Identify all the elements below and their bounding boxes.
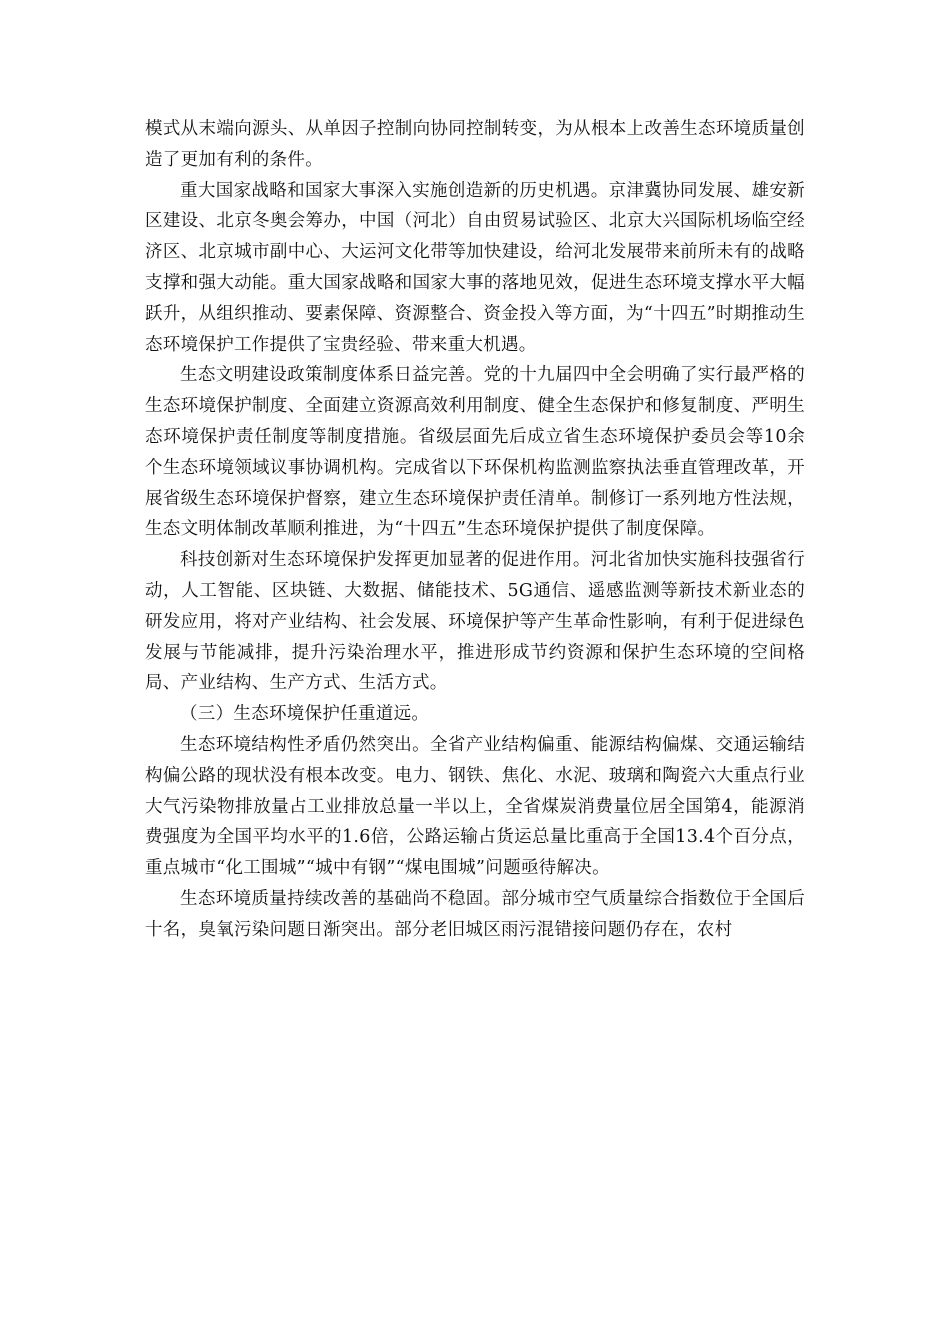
paragraph-quality-foundation: 生态环境质量持续改善的基础尚不稳固。部分城市空气质量综合指数位于全国后十名，臭氧污染问题日渐突出。部分老旧城区雨污混错接问题仍存在，农村 xyxy=(145,888,805,940)
paragraph-continuation: 模式从末端向源头、从单因子控制向协同控制转变，为从根本上改善生态环境质量创造了更加有利的条件。 xyxy=(145,119,805,170)
document-body xyxy=(145,114,805,946)
paragraph-structural-contradiction: 生态环境结构性矛盾仍然突出。全省产业结构偏重、能源结构偏煤、交通运输结构偏公路的现状没有根本改变。电力、钢铁、焦化、水泥、玻璃和陶瓷六大重点行业大气污染物排放量占工业排放总量一半以上，全省煤炭消费量位居全国第4，能源消费强度为全国平均水平的1.6倍，公路运输占货运总量比重高于全国13.4个百分点，重点城市“化工围城”“城中有钢”“煤电围城”问题亟待解决。 xyxy=(145,734,805,879)
section-heading-3: （三）生态环境保护任重道远。 xyxy=(180,704,430,725)
paragraph-national-strategy: 重大国家战略和国家大事深入实施创造新的历史机遇。京津冀协同发展、雄安新区建设、北京冬奥会筹办，中国（河北）自由贸易试验区、北京大兴国际机场临空经济区、北京城市副中心、大运河文化带等加快建设，给河北发展带来前所未有的战略支撑和强大动能。重大国家战略和国家大事的落地见效，促进生态环境支撑水平大幅跃升，从组织推动、要素保障、资源整合、资金投入等方面，为“十四五”时期推动生态环境保护工作提供了宝贵经验、带来重大机遇。 xyxy=(145,180,805,355)
paragraph-policy-system: 生态文明建设政策制度体系日益完善。党的十九届四中全会明确了实行最严格的生态环境保护制度、全面建立资源高效利用制度、健全生态保护和修复制度、严明生态环境保护责任制度等制度措施。省级层面先后成立省生态环境保护委员会等10余个生态环境领域议事协调机构。完成省以下环保机构监测监察执法垂直管理改革，开展省级生态环境保护督察，建立生态环境保护责任清单。制修订一系列地方性法规，生态文明体制改革顺利推进，为“十四五”生态环境保护提供了制度保障。 xyxy=(145,365,805,540)
paragraph-tech-innovation: 科技创新对生态环境保护发挥更加显著的促进作用。河北省加快实施科技强省行动，人工智能、区块链、大数据、储能技术、5G通信、遥感监测等新技术新业态的研发应用，将对产业结构、社会发展、环境保护等产生革命性影响，有利于促进绿色发展与节能减排，提升污染治理水平，推进形成节约资源和保护生态环境的空间格局、产业结构、生产方式、生活方式。 xyxy=(145,550,805,694)
